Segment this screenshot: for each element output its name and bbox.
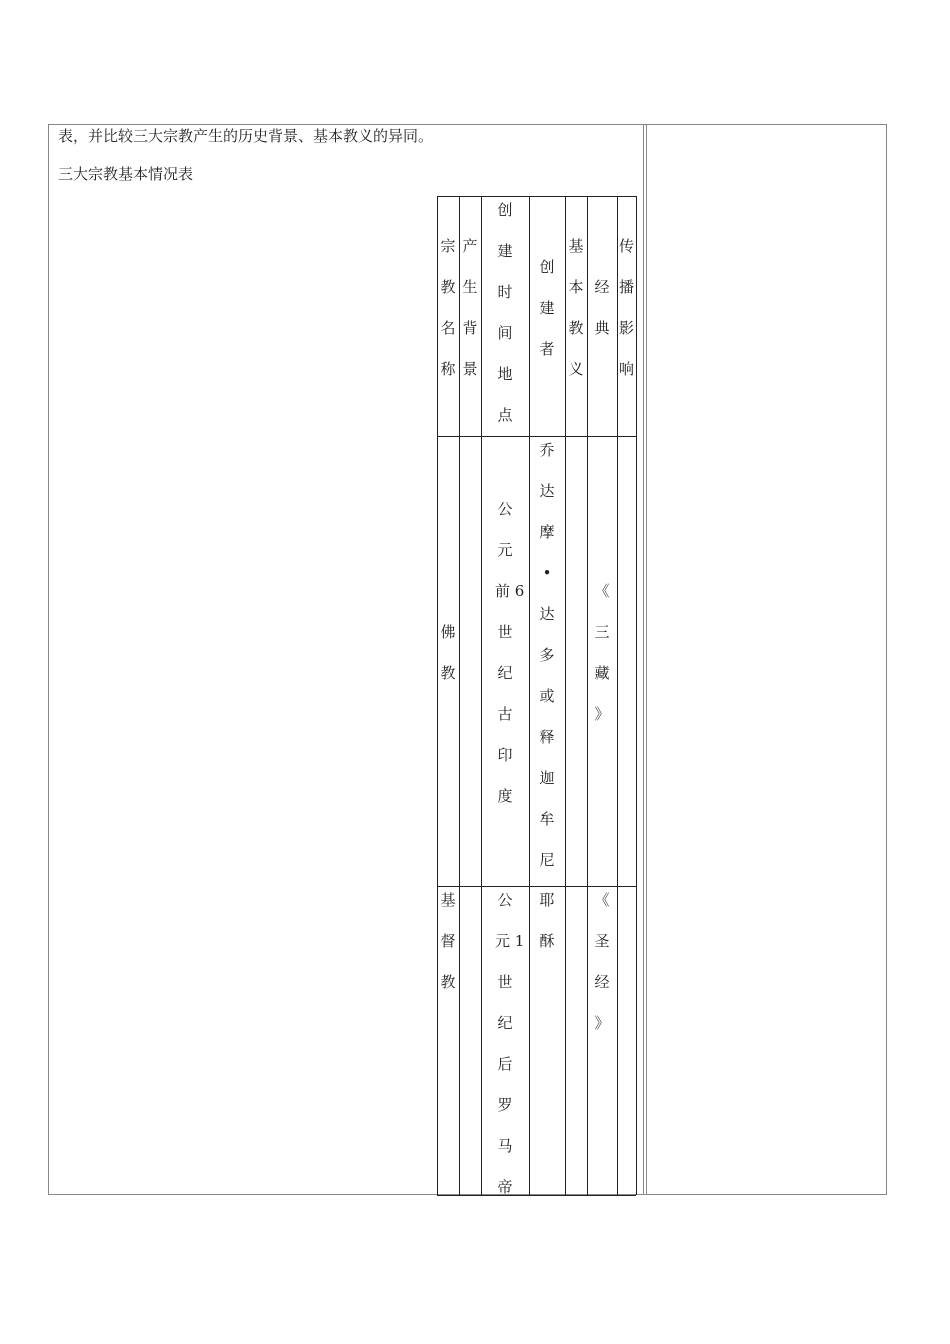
table-title: 三大宗教基本情况表 [58,165,194,183]
header-founder: 创 建 者 [539,257,555,358]
row1-classics: 《 三 藏 》 [594,582,610,723]
table-hline [437,436,636,437]
row1-name: 佛 教 [440,623,456,682]
header-time-place: 创 建 时 间 地 点 [497,201,513,424]
header-influence: 传 播 影 响 [618,237,634,378]
table-vline [587,196,588,1195]
header-name: 宗 教 名 称 [440,237,456,378]
header-doctrine: 基 本 教 义 [568,237,584,378]
right-column-divider-inner [646,124,647,1195]
header-background: 产 生 背 景 [462,237,478,378]
table-vline [481,196,482,1195]
row1-time-place: 公 元 前 6 世 纪 古 印 度 [495,500,525,805]
row2-classics: 《 圣 经 》 [594,891,610,1032]
right-column-divider [643,124,644,1195]
table-vline [529,196,530,1195]
table-hline [437,1195,636,1196]
table-hline [437,196,636,197]
row2-time-place: 公 元 1 世 纪 后 罗 马 帝 [495,891,525,1196]
row2-name: 基 督 教 [440,891,456,991]
row2-founder: 耶 酥 [539,891,555,950]
row1-founder: 乔 达 摩 • 达 多 或 释 迦 牟 尼 [539,441,555,869]
header-classics: 经 典 [594,278,610,337]
intro-text: 表，并比较三大宗教产生的历史背景、基本教义的异同。 [58,127,434,145]
